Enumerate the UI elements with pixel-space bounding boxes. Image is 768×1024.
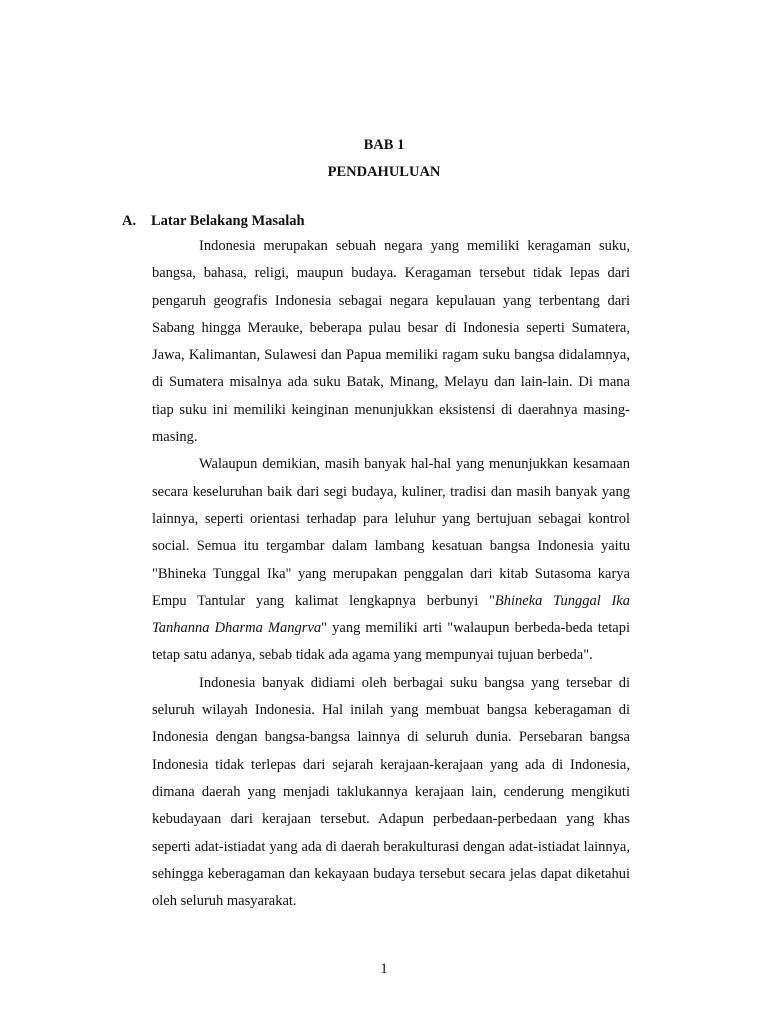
chapter-number: BAB 1 [363,137,405,153]
page-number: 1 [380,961,388,977]
section-heading [122,213,305,230]
paragraph-2-text-after-quote: " yang memiliki arti "walaupun berbeda-beda tetapi tetap satu adanya, sebab tidak ada agama yang mempunyai tujuan berbeda". [152,620,630,664]
paragraph-2-italic-quote: Bhineka Tunggal Ika Tanhanna Dharma Mangrva [152,592,630,637]
body-text [152,233,630,915]
section-marker: A. [122,213,137,229]
section-title: Latar Belakang Masalah [151,213,305,229]
paragraph-3: Indonesia banyak didiami oleh berbagai suku bangsa yang tersebar di seluruh wilayah Indonesia. Hal inilah yang membuat bangsa keberagaman di Indonesia dengan bangsa-bangsa lainnya di seluruh dunia. Persebaran bangsa Indonesia tidak terlepas dari sejarah kerajaan-kerajaan yang ada di Indonesia, dimana daerah yang menjadi taklukannya kerajaan lain, cenderung mengikuti kebudayaan dari kerajaan tersebut. Adapun perbedaan-perbedaan yang khas seperti adat-istiadat yang ada di daerah berakulturasi dengan adat-istiadat lainnya, sehingga keberagaman dan kekayaan budaya tersebut secara jelas dapat diketahui oleh seluruh masyarakat. [152,674,630,910]
paragraph-2 [152,451,630,669]
chapter-title: PENDAHULUAN [327,164,441,180]
paragraph-2-text-before-quote: Walaupun demikian, masih banyak hal-hal yang menunjukkan kesamaan secara keseluruhan baik dari segi budaya, kuliner, tradisi dan masih banyak yang lainnya, seperti orientasi terhadap para leluhur yang bertujuan sebagai kontrol social. Semua itu tergambar dalam lambang kesatuan bangsa Indonesia yaitu "Bhineka Tunggal Ika" yang merupakan penggalan dari kitab Sutasoma karya Empu Tantular yang kalimat lengkapnya berbunyi " [152,456,630,609]
paragraph-1: Indonesia merupakan sebuah negara yang memiliki keragaman suku, bangsa, bahasa, religi, maupun budaya. Keragaman tersebut tidak lepas dari pengaruh geografis Indonesia sebagai negara kepulauan yang terbentang dari Sabang hingga Merauke, beberapa pulau besar di Indonesia seperti Sumatera, Jawa, Kalimantan, Sulawesi dan Papua memiliki ragam suku bangsa didalamnya, di Sumatera misalnya ada suku Batak, Minang, Melayu dan lain-lain. Di mana tiap suku ini memiliki keinginan menunjukkan eksistensi di daerahnya masing-masing. [152,238,630,446]
